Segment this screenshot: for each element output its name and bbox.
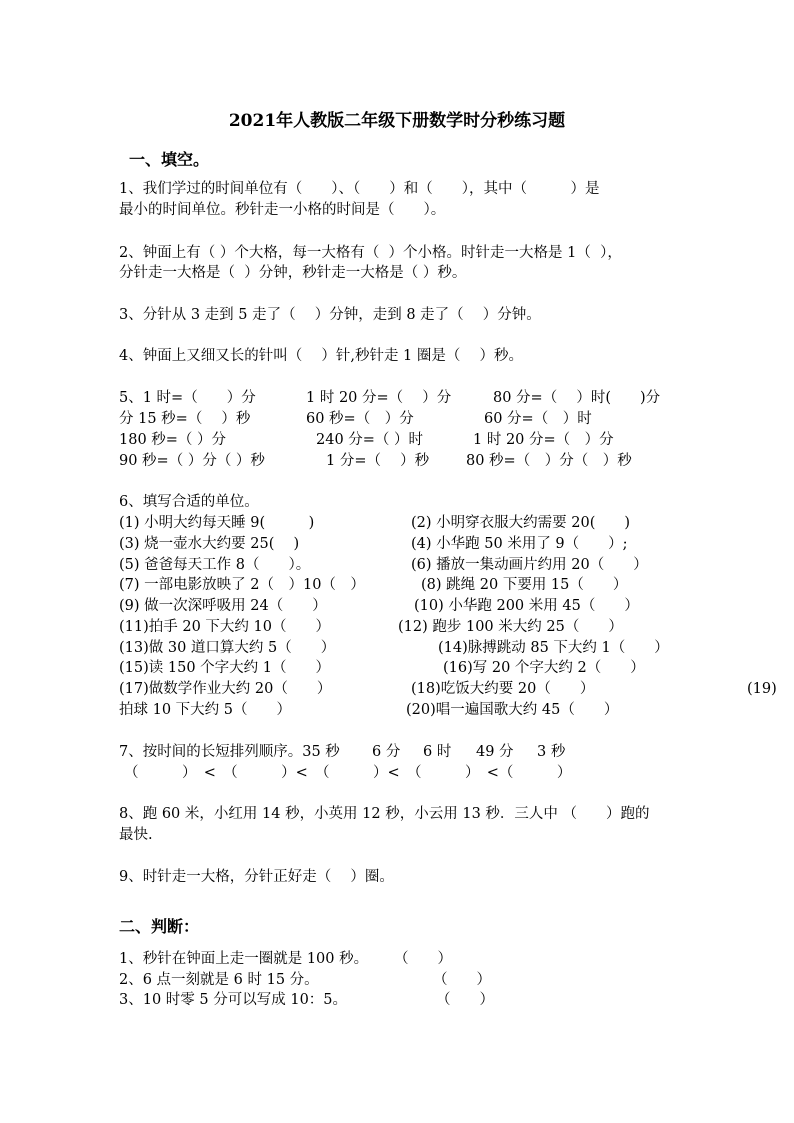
q5-cell: 60 分=（ ）时 (484, 411, 592, 427)
q6-item: (12) 跑步 100 米大约 25（ ） (398, 619, 623, 635)
q1-line-1: 1、我们学过的时间单位有（ ）、（ ）和（ ），其中（ ）是 (119, 181, 600, 197)
judge-answer-2: （ ） (433, 972, 491, 988)
q6-item: (1) 小明大约每天睡 9( ) (119, 515, 315, 531)
q6-item: (19) (747, 681, 777, 697)
q6-item: (2) 小明穿衣服大约需要 20( ) (411, 515, 631, 531)
q5-cell: 240 分=（ ）时 (316, 432, 424, 448)
q9-line: 9、时针走一大格，分针正好走（ ）圈。 (119, 869, 394, 885)
section-2-heading: 二、判断： (119, 917, 200, 936)
q8-line-1: 8、跑 60 米，小红用 14 秒，小英用 12 秒，小云用 13 秒．三人中 （ ）跑的 (119, 806, 650, 822)
q6-item: (9) 做一次深呼吸用 24（ ） (119, 598, 327, 614)
q4-line: 4、钟面上又细又长的针叫（ ）针,秒针走 1 圈是（ ）秒。 (119, 348, 523, 364)
page-title: 2021年人教版二年级下册数学时分秒练习题 (228, 111, 566, 131)
q6-item: (11)拍手 20 下大约 10（ ） (119, 619, 330, 635)
q6-item: (14)脉搏跳动 85 下大约 1（ ） (438, 640, 669, 656)
q6-item: (6) 播放一集动画片约用 20（ ） (411, 557, 648, 573)
q7-answer-blanks: （ ） < （ ）< （ ）< （ ） <（ ） (124, 765, 572, 781)
q5-cell: 180 秒=（ ）分 (119, 432, 227, 448)
q5-cell: 90 秒=（ ）分（ ）秒 (119, 453, 265, 469)
judge-item-1: 1、秒针在钟面上走一圈就是 100 秒。 (119, 951, 369, 967)
q6-item: (18)吃饭大约要 20（ ） (411, 681, 595, 697)
q1-line-2: 最小的时间单位。秒针走一小格的时间是（ ）。 (119, 202, 446, 218)
q6-item: 拍球 10 下大约 5（ ） (119, 702, 292, 718)
q6-item: (17)做数学作业大约 20（ ） (119, 681, 332, 697)
q5-cell: 60 秒=（ ）分 (306, 411, 414, 427)
q7-option: 3 秒 (537, 744, 566, 760)
q6-item: (8) 跳绳 20 下要用 15（ ） (421, 577, 628, 593)
q6-intro: 6、填写合适的单位。 (119, 494, 259, 510)
q5-cell: 1 分=（ ）秒 (326, 453, 430, 469)
q2-line-2: 分针走一大格是（ ）分钟，秒针走一大格是（ ）秒。 (119, 265, 467, 281)
judge-item-2: 2、6 点一刻就是 6 时 15 分。 (119, 972, 319, 988)
q7-option: 6 时 (423, 744, 452, 760)
q6-item: (3) 烧一壶水大约要 25( ) (119, 536, 300, 552)
q6-item: (7) 一部电影放映了 2（ ）10（ ） (119, 577, 365, 593)
q6-item: (4) 小华跑 50 米用了 9（ ）; (411, 536, 628, 552)
judge-item-3: 3、10 时零 5 分可以写成 10：5。 (119, 992, 348, 1008)
q6-item: (20)唱一遍国歌大约 45（ ） (406, 702, 619, 718)
q6-item: (16)写 20 个字大约 2（ ） (443, 660, 645, 676)
q2-line-1: 2、钟面上有（ ）个大格，每一大格有（ ）个小格。时针走一大格是 1（ ）， (119, 245, 622, 261)
judge-answer-1: （ ） (394, 951, 452, 967)
q5-cell: 80 分=（ ）时( )分 (493, 390, 661, 406)
q7-prompt: 7、按时间的长短排列顺序。35 秒 (119, 744, 340, 760)
q5-cell: 1 时 20 分=（ ）分 (473, 432, 614, 448)
q3-line: 3、分针从 3 走到 5 走了（ ）分钟，走到 8 走了（ ）分钟。 (119, 307, 541, 323)
q6-item: (13)做 30 道口算大约 5（ ） (119, 640, 336, 656)
section-1-heading: 一、填空。 (129, 150, 210, 169)
q5-cell: 1 时 20 分=（ ）分 (306, 390, 452, 406)
q6-item: (15)读 150 个字大约 1（ ） (119, 660, 330, 676)
q7-option: 49 分 (476, 744, 514, 760)
q5-cell: 80 秒=（ ）分（ ）秒 (466, 453, 632, 469)
q7-option: 6 分 (372, 744, 401, 760)
q6-item: (10) 小华跑 200 米用 45（ ） (414, 598, 639, 614)
q8-line-2: 最快. (119, 827, 153, 843)
q5-cell: 分 15 秒=（ ）秒 (119, 411, 251, 427)
q6-item: (5) 爸爸每天工作 8（ ）。 (119, 557, 311, 573)
judge-answer-3: （ ） (436, 992, 494, 1008)
q5-cell: 5、1 时=（ ）分 (119, 390, 256, 406)
